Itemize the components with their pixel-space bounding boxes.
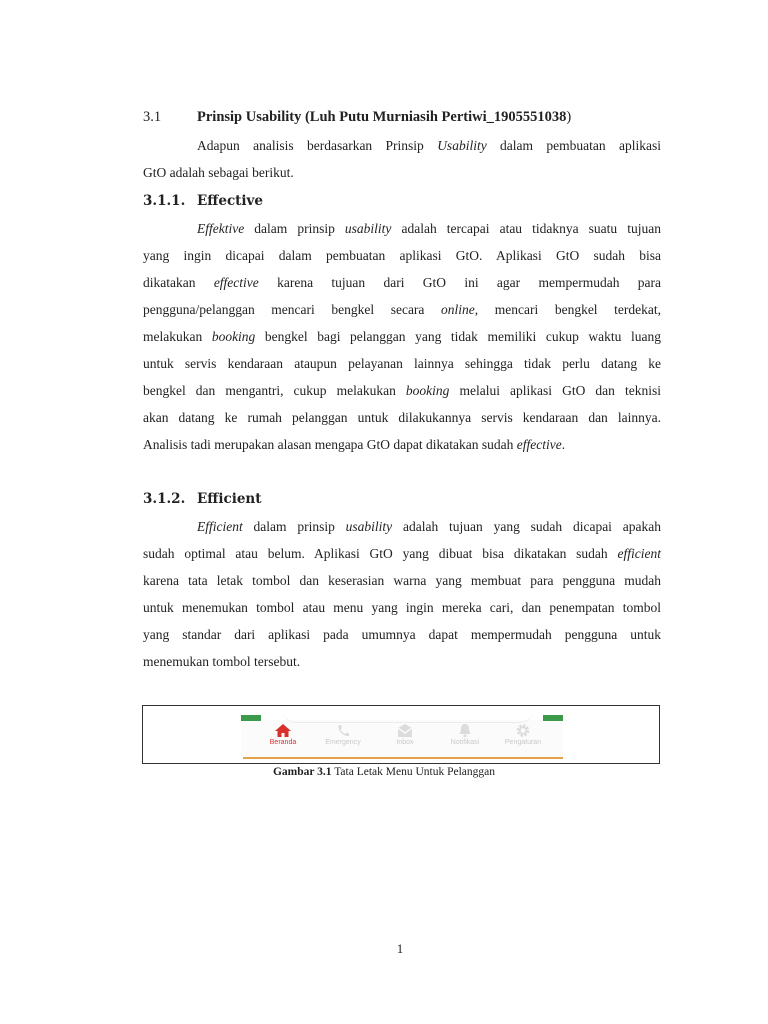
figure-caption: Gambar 3.1 Tata Letak Menu Untuk Pelanggan bbox=[272, 766, 496, 778]
nav-bar-curve bbox=[283, 710, 533, 723]
nav-label: Pengaturan bbox=[504, 739, 542, 746]
paragraph-line: Efficient dalam prinsip usability adalah tujuan yang sudah dicapai apakah bbox=[197, 519, 661, 534]
paragraph-line: menemukan tombol tersebut. bbox=[143, 654, 301, 669]
subsection-title: Effective bbox=[197, 193, 263, 209]
home-icon bbox=[274, 723, 292, 738]
nav-item-beranda[interactable] bbox=[253, 723, 313, 757]
mail-icon bbox=[396, 723, 414, 738]
nav-underline bbox=[243, 757, 563, 759]
status-indicator-right bbox=[543, 715, 563, 721]
paragraph-line: Effektive dalam prinsip usability adalah tercapai atau tidaknya suatu tujuan bbox=[197, 221, 661, 236]
nav-item-inbox[interactable] bbox=[375, 723, 435, 757]
nav-item-notifikasi[interactable] bbox=[435, 723, 495, 757]
bell-icon bbox=[456, 723, 474, 738]
paragraph-line: Analisis tadi merupakan alasan mengapa GtO dapat dikatakan sudah effective. bbox=[143, 437, 566, 452]
intro-line-1: Adapun analisis berdasarkan Prinsip Usability dalam pembuatan aplikasi bbox=[197, 138, 661, 153]
intro-line-2: GtO adalah sebagai berikut. bbox=[143, 165, 294, 180]
status-indicator-left bbox=[241, 715, 261, 721]
nav-item-pengaturan[interactable] bbox=[493, 723, 553, 757]
paragraph-line: untuk servis kendaraan ataupun pelayanan lainnya sehingga tidak perlu datang ke bbox=[143, 356, 661, 371]
nav-label: Emergency bbox=[325, 739, 361, 746]
paragraph-line: karena tata letak tombol dan keserasian warna yang membuat para pengguna mudah bbox=[143, 573, 661, 588]
section-title: Prinsip Usability (Luh Putu Murniasih Pertiwi_1905551038) bbox=[197, 109, 572, 125]
paragraph-line: sudah optimal atau belum. Aplikasi GtO yang dibuat bisa dikatakan sudah efficient bbox=[143, 546, 661, 561]
paragraph-line: yang ingin dicapai dalam pembuatan aplikasi GtO. Aplikasi GtO sudah bisa bbox=[143, 248, 661, 263]
paragraph-line: untuk menemukan tombol atau menu yang ingin mereka cari, dan penempatan tombol bbox=[143, 600, 661, 615]
paragraph-line: yang standar dari aplikasi pada umumnya dapat mempermudah pengguna untuk bbox=[143, 627, 661, 642]
nav-label: Inbox bbox=[396, 739, 414, 746]
section-number: 3.1 bbox=[143, 109, 162, 125]
nav-label: Beranda bbox=[269, 739, 297, 746]
phone-icon bbox=[334, 723, 352, 738]
figure-frame bbox=[142, 705, 660, 764]
paragraph-line: dikatakan effective karena tujuan dari GtO ini agar mempermudah para bbox=[143, 275, 662, 290]
paragraph-line: akan datang ke rumah pelanggan untuk dilakukannya servis kendaraan dan lainnya. bbox=[143, 410, 661, 425]
paragraph-line: pengguna/pelanggan mencari bengkel secara online, mencari bengkel terdekat, bbox=[143, 302, 661, 317]
subsection-title: Efficient bbox=[197, 491, 262, 507]
nav-item-emergency[interactable] bbox=[313, 723, 373, 757]
subsection-number: 3.1.2. bbox=[143, 491, 186, 507]
gear-icon bbox=[514, 723, 532, 738]
paragraph-line: bengkel dan mengantri, cukup melakukan booking melalui aplikasi GtO dan teknisi bbox=[143, 383, 661, 398]
nav-label: Notifikasi bbox=[450, 739, 480, 746]
paragraph-line: melakukan booking bengkel bagi pelanggan yang tidak memiliki cukup waktu luang bbox=[143, 329, 661, 344]
subsection-number: 3.1.1. bbox=[143, 193, 186, 209]
page-number: 1 bbox=[396, 941, 404, 956]
